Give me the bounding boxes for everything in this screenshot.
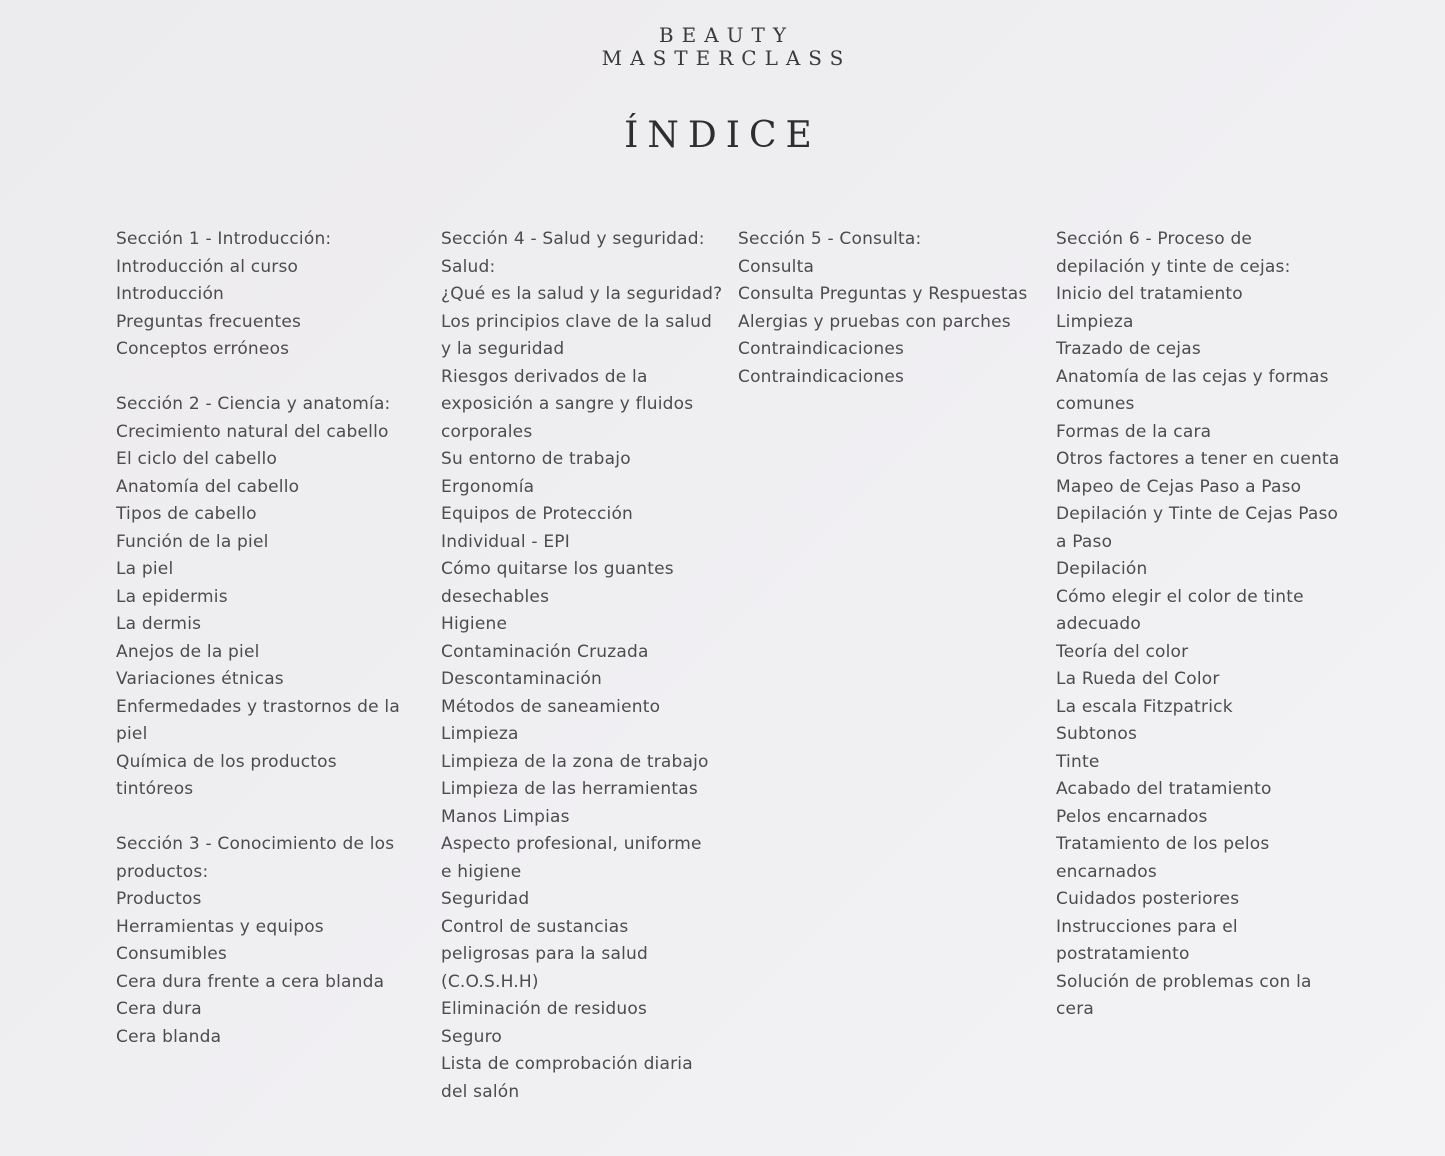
- index-entry: Trazado de cejas: [1056, 339, 1201, 359]
- index-entry: Crecimiento natural del cabello: [116, 421, 389, 442]
- index-entry: Anatomía de las cejas y formas: [1056, 366, 1329, 387]
- index-entry: Manos Limpias: [441, 806, 570, 827]
- index-entry: postratamiento: [1056, 944, 1190, 964]
- index-entry: Productos: [116, 889, 202, 909]
- index-entry: Salud:: [441, 256, 496, 277]
- index-entry: Contraindicaciones: [738, 366, 905, 387]
- index-entry: comunes: [1056, 394, 1135, 414]
- index-entry: Eliminación de residuos: [441, 999, 648, 1019]
- section-heading: Sección 1 - Introducción:: [116, 229, 332, 249]
- index-entry: Tipos de cabello: [116, 504, 257, 524]
- index-entry: Depilación y Tinte de Cejas Paso: [1056, 504, 1339, 524]
- index-entry: Conceptos erróneos: [116, 339, 290, 359]
- index-entry: Seguro: [441, 1026, 503, 1047]
- index-entry: Seguridad: [441, 889, 530, 909]
- index-entry: y la seguridad: [441, 339, 565, 359]
- index-entry: a Paso: [1056, 531, 1113, 552]
- index-entry: Función de la piel: [116, 531, 269, 552]
- index-entry: Tinte: [1056, 751, 1100, 772]
- index-entry: Higiene: [441, 614, 508, 634]
- index-entry: Cómo quitarse los guantes: [441, 559, 674, 579]
- index-entry: Consulta Preguntas y Respuestas: [738, 284, 1028, 304]
- index-entry: Anatomía del cabello: [116, 476, 300, 497]
- index-entry: Equipos de Protección: [441, 504, 634, 524]
- index-entry: Consumibles: [116, 944, 227, 964]
- brand-line-2: MASTERCLASS: [601, 46, 852, 70]
- section-heading: Sección 2 - Ciencia y anatomía:: [116, 394, 391, 414]
- index-entry: tintóreos: [116, 779, 194, 799]
- index-entry: Limpieza: [441, 724, 519, 744]
- index-entry: Individual - EPI: [441, 531, 570, 552]
- index-entry: Mapeo de Cejas Paso a Paso: [1056, 476, 1302, 497]
- index-entry: productos:: [116, 861, 209, 882]
- index-entry: Limpieza de la zona de trabajo: [441, 751, 709, 772]
- index-entry: cera: [1056, 999, 1095, 1019]
- index-entry: e higiene: [441, 861, 522, 882]
- section-heading: Sección 3 - Conocimiento de los: [116, 834, 395, 854]
- index-entry: Los principios clave de la salud: [441, 311, 712, 332]
- index-entry: Introducción al curso: [116, 256, 299, 277]
- index-entry: Métodos de saneamiento: [441, 696, 661, 717]
- index-entry: Aspecto profesional, uniforme: [441, 834, 702, 854]
- index-entry: (C.O.S.H.H): [441, 971, 539, 992]
- index-entry: Contraindicaciones: [738, 339, 905, 359]
- index-entry: Herramientas y equipos: [116, 916, 324, 937]
- index-entry: Pelos encarnados: [1056, 806, 1208, 827]
- index-entry: Solución de problemas con la: [1056, 971, 1312, 992]
- index-entry: Ergonomía: [441, 476, 535, 497]
- index-column-4: [1056, 226, 1340, 1024]
- index-entry: Tratamiento de los pelos: [1056, 834, 1270, 854]
- section-heading: Sección 5 - Consulta:: [738, 229, 922, 249]
- index-entry: Introducción: [116, 284, 225, 304]
- index-entry: La epidermis: [116, 586, 228, 607]
- index-entry: desechables: [441, 586, 550, 607]
- index-column-1: [116, 226, 400, 1051]
- index-entry: Teoría del color: [1056, 641, 1189, 662]
- index-entry: piel: [116, 724, 148, 744]
- index-entry: Preguntas frecuentes: [116, 311, 302, 332]
- index-entry: Limpieza: [1056, 311, 1134, 332]
- index-entry: Variaciones étnicas: [116, 669, 284, 689]
- index-entry: Subtonos: [1056, 724, 1138, 744]
- index-entry: exposición a sangre y fluidos: [441, 394, 694, 414]
- section-heading: Sección 6 - Proceso de: [1056, 229, 1253, 249]
- index-entry: peligrosas para la salud: [441, 944, 648, 964]
- index-entry: La piel: [116, 559, 174, 579]
- index-entry: Cera dura frente a cera blanda: [116, 971, 385, 992]
- index-entry: Contaminación Cruzada: [441, 641, 649, 662]
- brand-logo: [0, 24, 1445, 70]
- index-entry: Instrucciones para el: [1056, 916, 1238, 937]
- index-entry: Enfermedades y trastornos de la: [116, 696, 400, 717]
- index-entry: encarnados: [1056, 861, 1157, 882]
- index-entry: Riesgos derivados de la: [441, 366, 648, 387]
- index-entry: depilación y tinte de cejas:: [1056, 256, 1291, 277]
- index-entry: Química de los productos: [116, 751, 337, 772]
- index-entry: Cera blanda: [116, 1026, 222, 1047]
- index-column-2: [441, 226, 722, 1106]
- index-entry: del salón: [441, 1081, 520, 1102]
- section-gap: [116, 804, 400, 832]
- section-gap: [116, 364, 400, 392]
- index-entry: ¿Qué es la salud y la seguridad?: [441, 284, 723, 304]
- index-entry: Consulta: [738, 256, 815, 277]
- index-entry: Otros factores a tener en cuenta: [1056, 449, 1340, 469]
- index-entry: El ciclo del cabello: [116, 449, 278, 469]
- index-entry: adecuado: [1056, 614, 1141, 634]
- index-entry: Depilación: [1056, 559, 1148, 579]
- index-entry: corporales: [441, 421, 533, 442]
- brand-line-1: BEAUTY: [658, 23, 795, 47]
- index-entry: Cera dura: [116, 999, 202, 1019]
- index-entry: Lista de comprobación diaria: [441, 1054, 693, 1074]
- index-entry: Acabado del tratamiento: [1056, 779, 1272, 799]
- index-entry: La escala Fitzpatrick: [1056, 696, 1233, 717]
- index-entry: Su entorno de trabajo: [441, 449, 631, 469]
- index-entry: Anejos de la piel: [116, 641, 260, 662]
- index-entry: Formas de la cara: [1056, 421, 1212, 442]
- index-entry: La dermis: [116, 614, 202, 634]
- index-entry: Control de sustancias: [441, 916, 629, 937]
- index-entry: Cómo elegir el color de tinte: [1056, 586, 1304, 607]
- index-entry: Limpieza de las herramientas: [441, 779, 698, 799]
- page-title: ÍNDICE: [624, 115, 821, 156]
- index-entry: Alergias y pruebas con parches: [738, 311, 1011, 332]
- index-entry: Cuidados posteriores: [1056, 889, 1240, 909]
- section-heading: Sección 4 - Salud y seguridad:: [441, 229, 705, 249]
- index-entry: Descontaminación: [441, 669, 602, 689]
- index-column-3: [738, 226, 1027, 391]
- index-entry: La Rueda del Color: [1056, 669, 1220, 689]
- index-entry: Inicio del tratamiento: [1056, 284, 1243, 304]
